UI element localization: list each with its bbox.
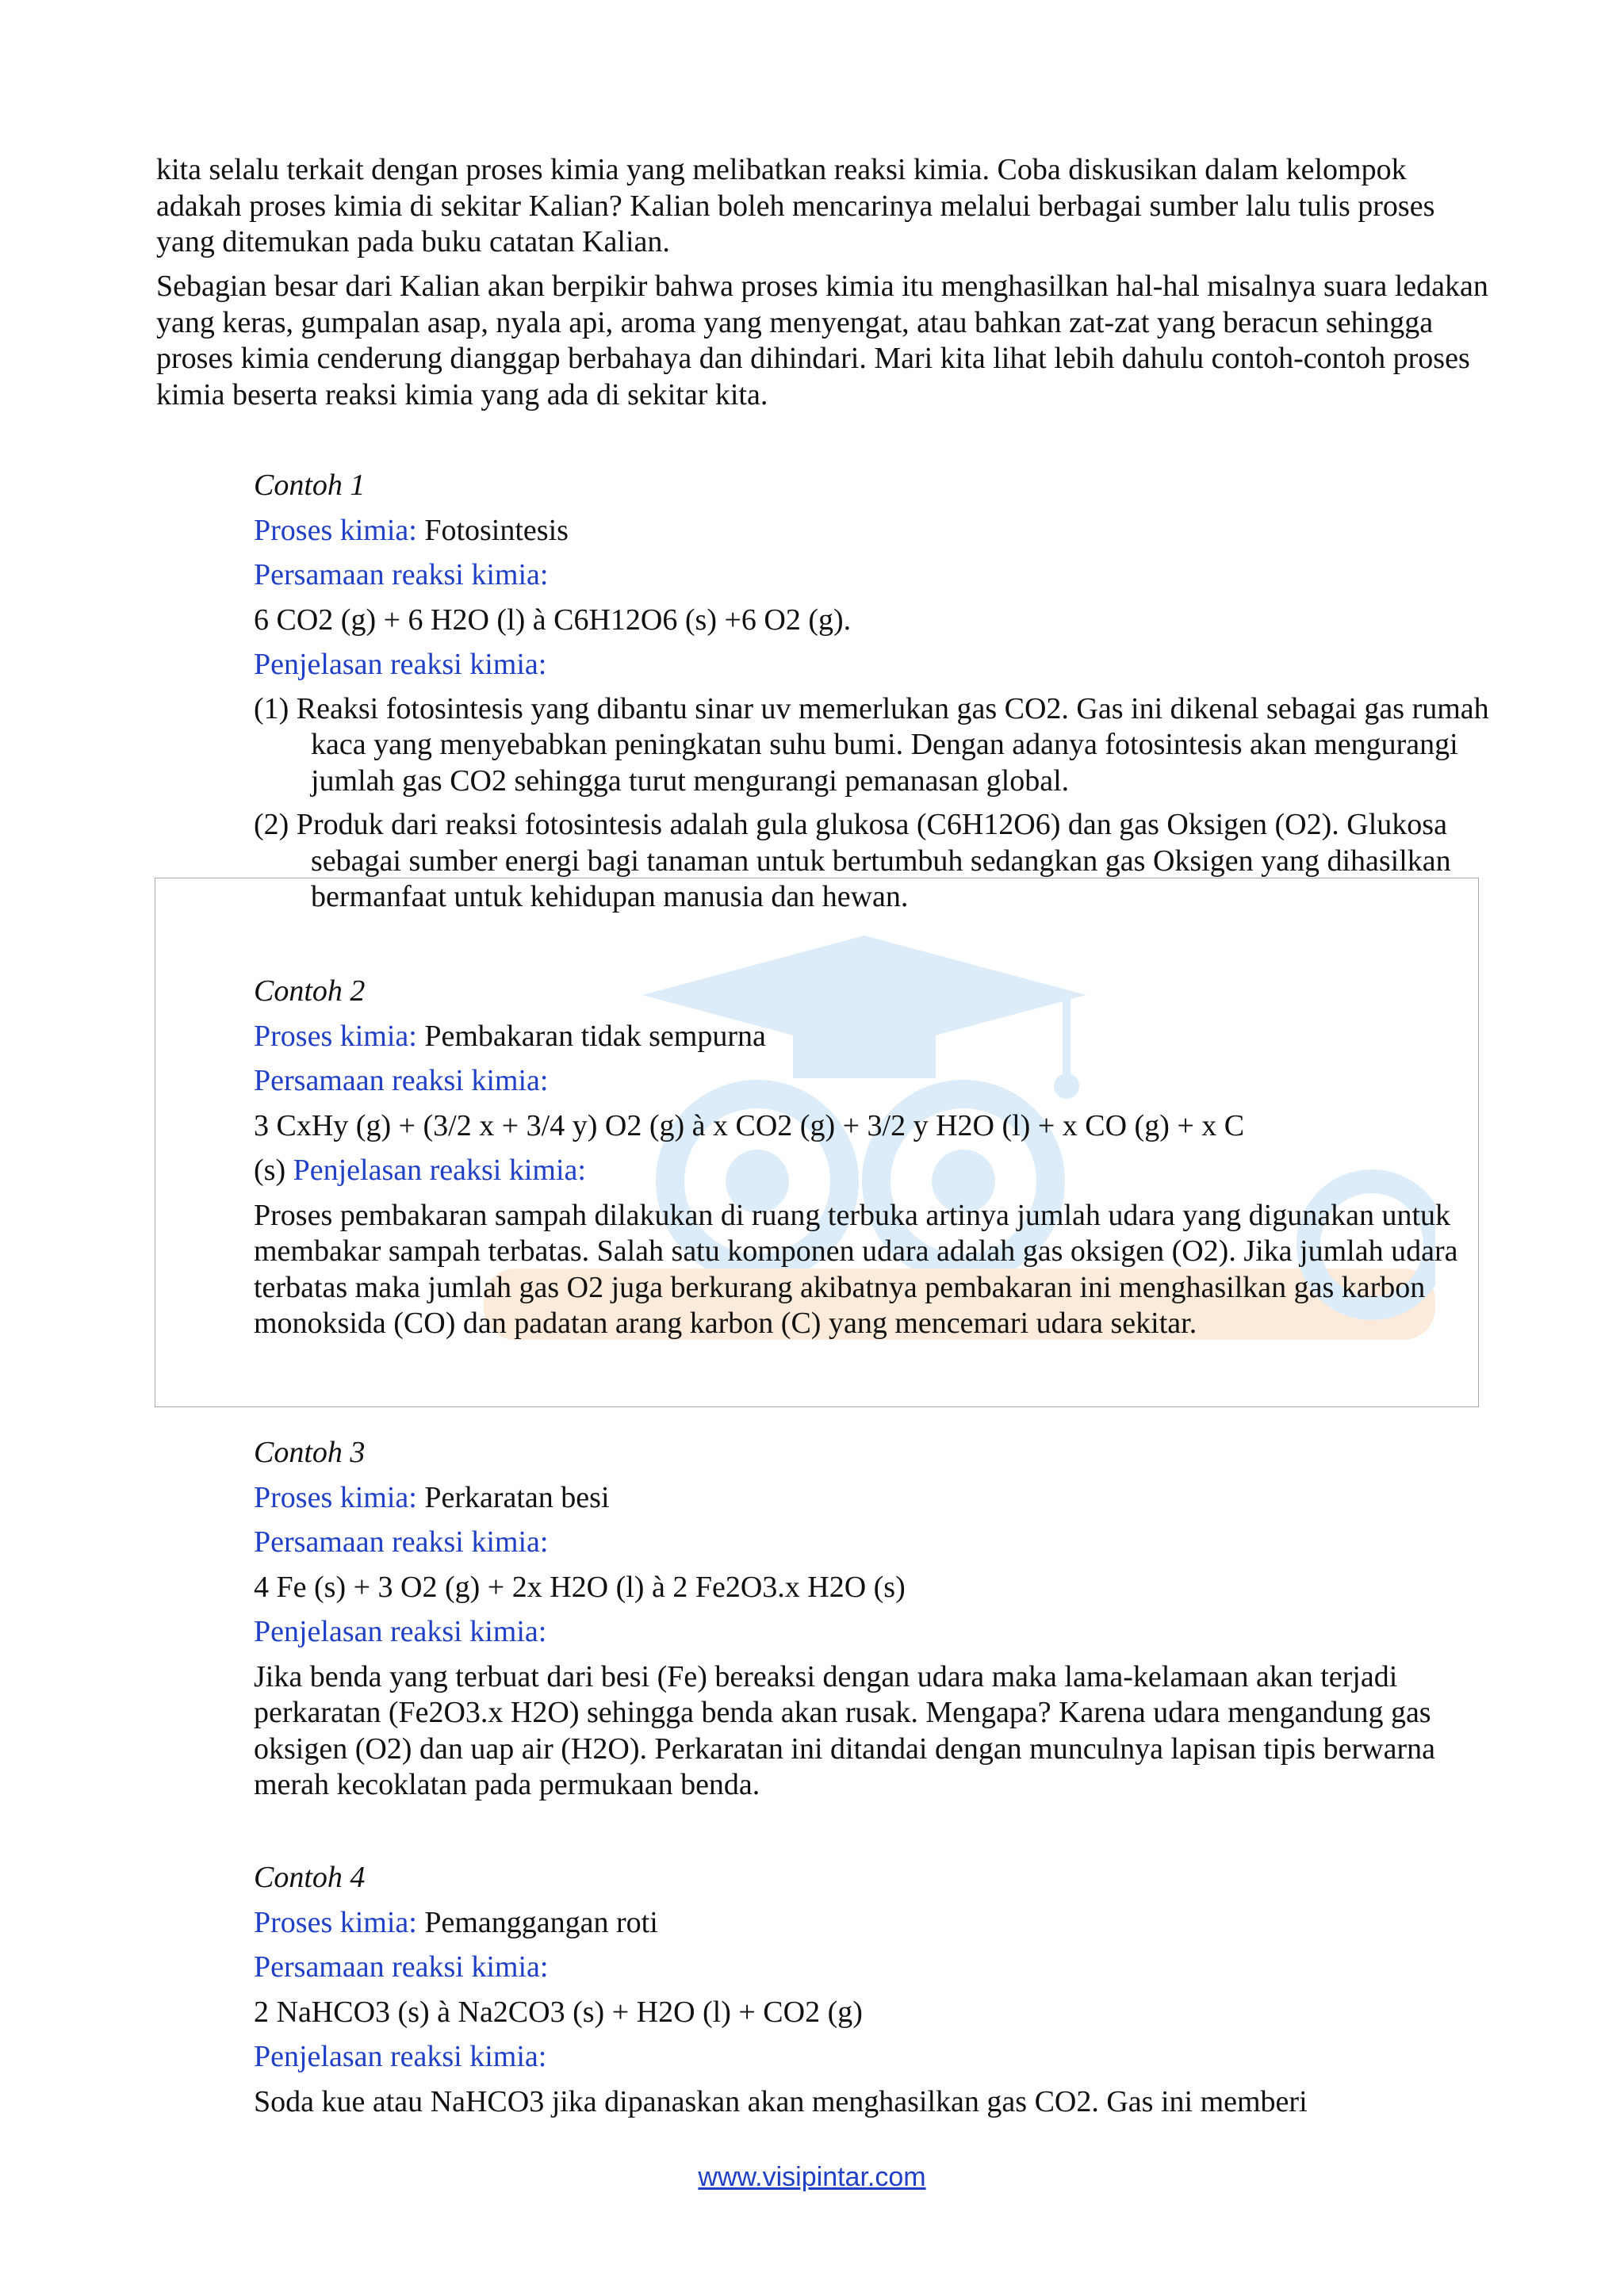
process-row: [254, 1019, 1491, 1055]
process-row: [254, 1905, 1491, 1942]
process-value: Fotosintesis: [424, 513, 569, 547]
equation-label: Persamaan reaksi kimia:: [254, 1525, 549, 1559]
equation-label: Persamaan reaksi kimia:: [254, 1950, 549, 1984]
explanation-text: Proses pembakaran sampah dilakukan di ruang terbuka artinya jumlah udara yang digunakan untuk membakar sampah terbatas. Salah satu komponen udara adalah gas oksigen (O2). Jika jumlah udara terbatas maka jumlah gas O2 juga berkurang akibatnya pembakaran ini menghasilkan gas karbon monoksida (CO) dan padatan arang karbon (C) yang mencemari udara sekitar.: [254, 1198, 1458, 1340]
explanation-label: Penjelasan reaksi kimia:: [293, 1154, 586, 1187]
process-label: Proses kimia:: [254, 1480, 417, 1514]
process-value: Pemanggangan roti: [424, 1905, 658, 1939]
example-title: Contoh 2: [254, 974, 366, 1008]
process-label: Proses kimia:: [254, 1905, 417, 1939]
footer-link[interactable]: www.visipintar.com: [698, 2162, 926, 2192]
intro-paragraph-2: Sebagian besar dari Kalian akan berpikir bahwa proses kimia itu menghasilkan hal-hal misalnya suara ledakan yang keras, gumpalan asap, nyala api, aroma yang menyengat, atau bahkan zat-zat yang beracun sehingga proses kimia cenderung dianggap berbahaya dan dihindari. Mari kita lihat lebih dahulu contoh-contoh proses kimia beserta reaksi kimia yang ada di sekitar kita.: [156, 270, 1488, 411]
example-title: Contoh 1: [254, 469, 366, 502]
equation-tail-row: [254, 1153, 1491, 1189]
equation-value: 4 Fe (s) + 3 O2 (g) + 2x H2O (l) à 2 Fe2O3.x H2O (s): [254, 1570, 906, 1604]
process-label: Proses kimia:: [254, 1019, 417, 1053]
footer: [0, 2162, 1624, 2193]
process-row: [254, 1480, 1491, 1517]
intro-paragraph-1: kita selalu terkait dengan proses kimia yang melibatkan reaksi kimia. Coba diskusikan dalam kelompok adakah proses kimia di sekitar Kalian? Kalian boleh mencarinya melalui berbagai sumber lalu tulis proses yang ditemukan pada buku catatan Kalian.: [156, 153, 1435, 258]
equation-tail: (s): [254, 1154, 286, 1187]
explanation-item: (2) Produk dari reaksi fotosintesis adalah gula glukosa (C6H12O6) dan gas Oksigen (O2). Glukosa sebagai sumber energi bagi tanaman untuk bertumbuh sedangkan gas Oksigen yang dihasilkan bermanfaat untuk kehidupan manusia dan hewan.: [254, 808, 1451, 913]
process-label: Proses kimia:: [254, 513, 417, 547]
equation-label: Persamaan reaksi kimia:: [254, 558, 549, 591]
process-value: Pembakaran tidak sempurna: [424, 1019, 766, 1053]
example-3: [254, 1435, 1491, 1804]
explanation-item: (1) Reaksi fotosintesis yang dibantu sinar uv memerlukan gas CO2. Gas ini dikenal sebagai gas rumah kaca yang menyebabkan peningkatan suhu bumi. Dengan adanya fotosintesis akan mengurangi jumlah gas CO2 sehingga turut mengurangi pemanasan global.: [254, 691, 1489, 798]
equation-value: 6 CO2 (g) + 6 H2O (l) à C6H12O6 (s) +6 O2 (g).: [254, 603, 852, 637]
equation-label: Persamaan reaksi kimia:: [254, 1064, 549, 1097]
example-title: Contoh 3: [254, 1436, 366, 1469]
example-1: [254, 468, 1491, 916]
explanation-label: Penjelasan reaksi kimia:: [254, 1615, 547, 1648]
equation-value: 3 CxHy (g) + (3/2 x + 3/4 y) O2 (g) à x CO2 (g) + 3/2 y H2O (l) + x CO (g) + x C: [254, 1108, 1245, 1142]
example-4: [254, 1860, 1491, 2120]
example-title: Contoh 4: [254, 1861, 366, 1894]
process-row: [254, 513, 1491, 549]
explanation-text: Soda kue atau NaHCO3 jika dipanaskan akan menghasilkan gas CO2. Gas ini memberi: [254, 2084, 1308, 2118]
explanation-label: Penjelasan reaksi kimia:: [254, 648, 547, 681]
equation-value: 2 NaHCO3 (s) à Na2CO3 (s) + H2O (l) + CO2 (g): [254, 1995, 863, 2029]
explanation-text: Jika benda yang terbuat dari besi (Fe) bereaksi dengan udara maka lama-kelamaan akan terjadi perkaratan (Fe2O3.x H2O) sehingga benda akan rusak. Mengapa? Karena udara mengandung gas oksigen (O2) dan uap air (H2O). Perkaratan ini ditandai dengan munculnya lapisan tipis berwarna merah kecoklatan pada permukaan benda.: [254, 1659, 1435, 1801]
example-2: [254, 974, 1491, 1342]
explanation-label: Penjelasan reaksi kimia:: [254, 2040, 547, 2073]
process-value: Perkaratan besi: [424, 1480, 610, 1514]
